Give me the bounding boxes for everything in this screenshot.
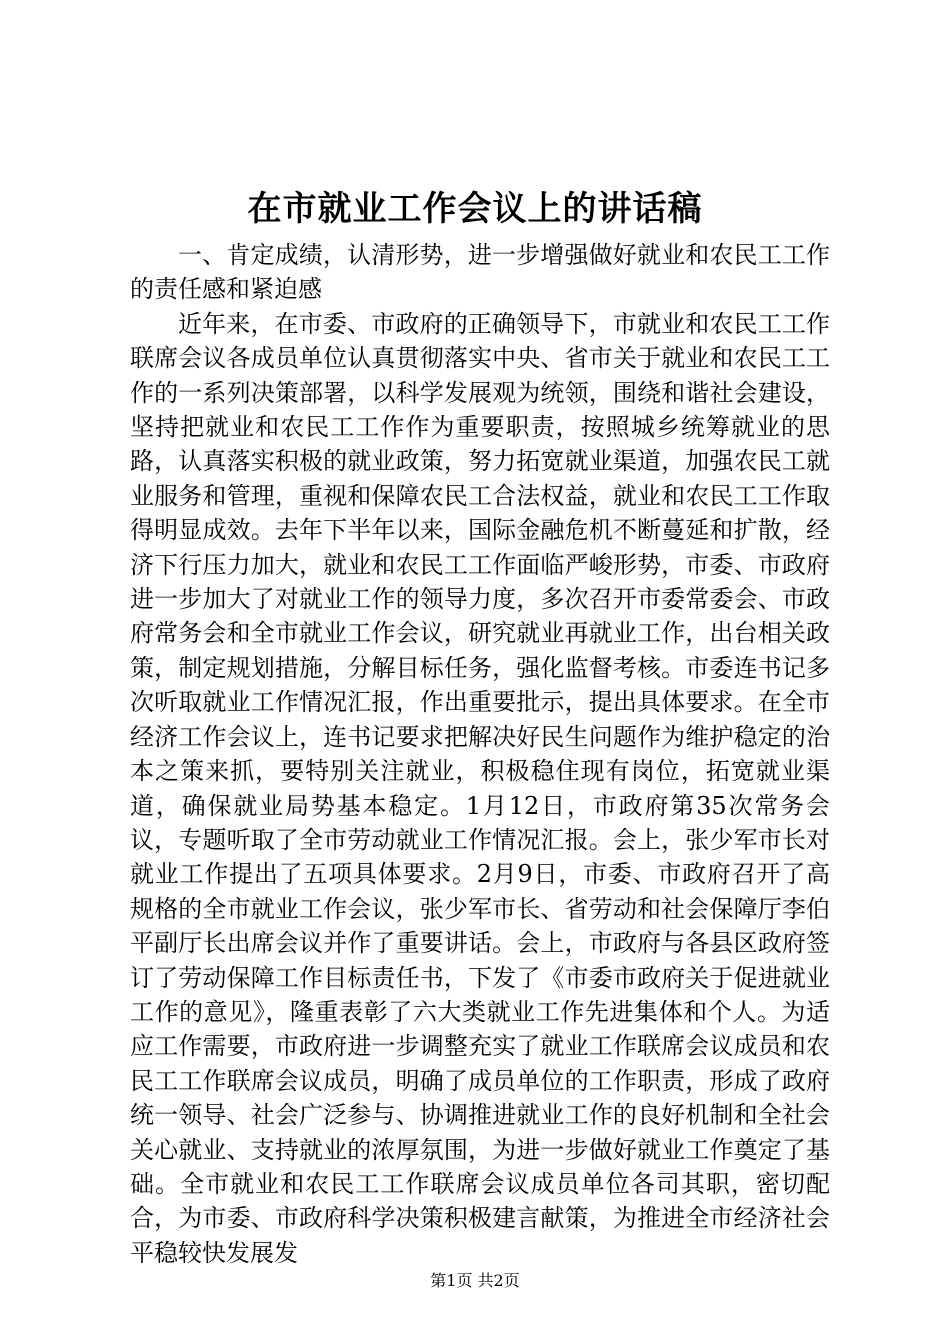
body-paragraph: 近年来，在市委、市政府的正确领导下，市就业和农民工工作联席会议各成员单位认真贯彻落实中央、省市关于就业和农民工工作的一系列决策部署，以科学发展观为统领，围绕和谐社会建设，坚持把就业和农民工工作作为重要职责，按照城乡统筹就业的思路，认真落实积极的就业政策，努力拓宽就业渠道，加强农民工就业服务和管理，重视和保障农民工合法权益，就业和农民工工作取得明显成效。去年下半年以来，国际金融危机不断蔓延和扩散，经济下行压力加大，就业和农民工工作面临严峻形势，市委、市政府进一步加大了对就业工作的领导力度，多次召开市委常委会、市政府常务会和全市就业工作会议，研究就业再就业工作，出台相关政策，制定规划措施，分解目标任务，强化监督考核。市委连书记多次听取就业工作情况汇报，作出重要批示，提出具体要求。在全市经济工作会议上，连书记要求把解决好民生问题作为维护稳定的治本之策来抓，要特别关注就业，积极稳住现有岗位，拓宽就业渠道，确保就业局势基本稳定。1月12日，市政府第35次常务会议，专题听取了全市劳动就业工作情况汇报。会上，张少军市长对就业工作提出了五项具体要求。2月9日，市委、市政府召开了高规格的全市就业工作会议，张少军市长、省劳动和社会保障厅李伯平副厅长出席会议并作了重要讲话。会上，市政府与各县区政府签订了劳动保障工作目标责任书，下发了《市委市政府关于促进就业工作的意见》，隆重表彰了六大类就业工作先进集体和个人。为适应工作需要，市政府进一步调整充实了就业工作联席会议成员和农民工工作联席会议成员，明确了成员单位的工作职责，形成了政府统一领导、社会广泛参与、协调推进就业工作的良好机制和全社会关心就业、支持就业的浓厚氛围，为进一步做好就业工作奠定了基础。全市就业和农民工工作联席会议成员单位各司其职，密切配合，为市委、市政府科学决策积极建言献策，为推进全市经济社会平稳较快发展发 (130, 309, 830, 1267)
document-title: 在市就业工作会议上的讲话稿 (247, 189, 703, 229)
section-heading-paragraph: 一、肯定成绩，认清形势，进一步增强做好就业和农民工工作的责任感和紧迫感 (130, 241, 830, 304)
document-body (130, 238, 830, 1270)
page-footer: 第1页 共2页 (430, 1271, 520, 1290)
